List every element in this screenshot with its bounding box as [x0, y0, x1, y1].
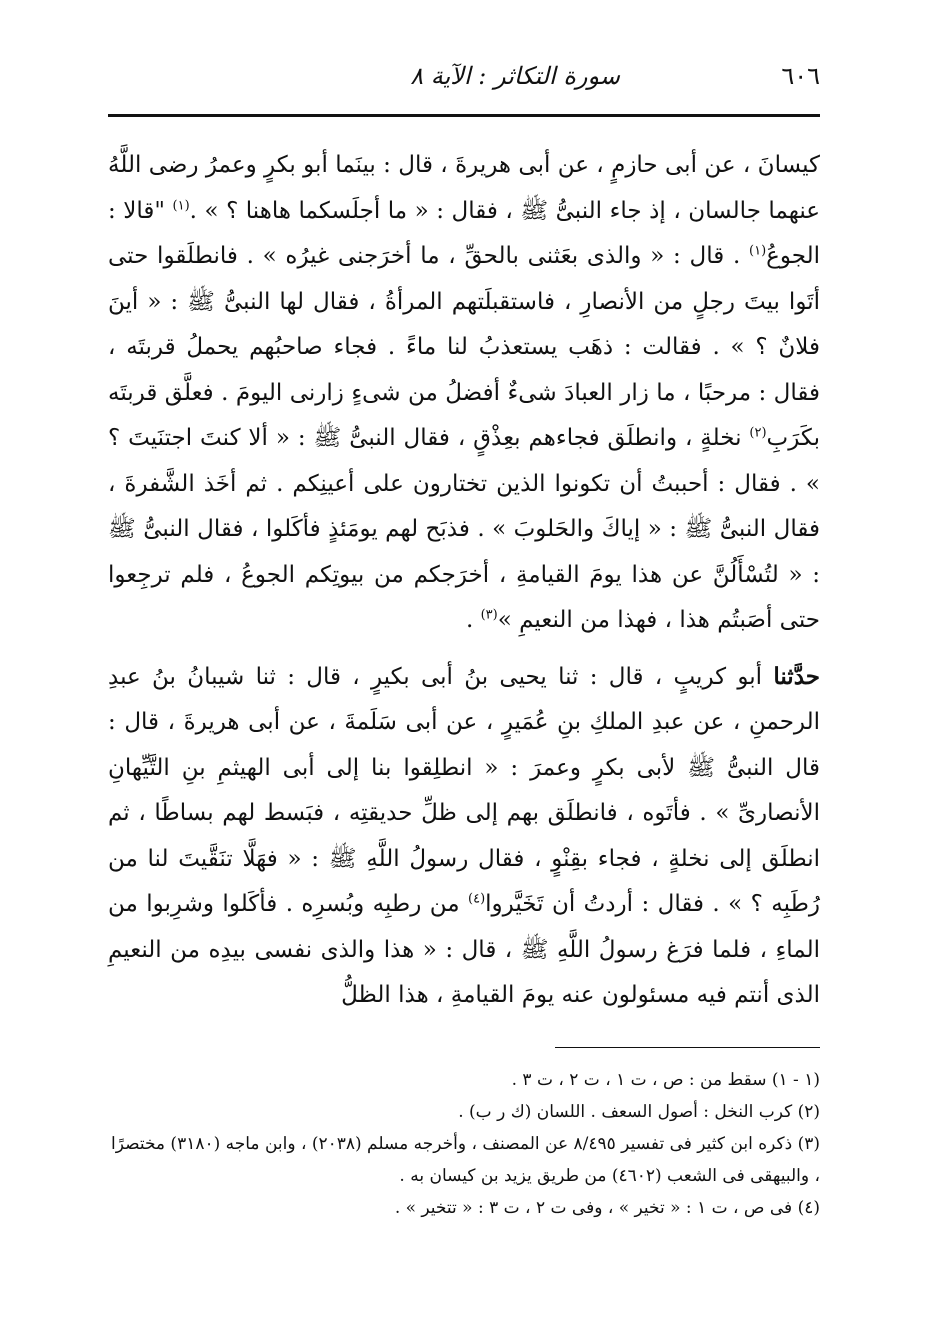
footnote-marker: (٢)	[749, 425, 767, 441]
header-rule	[108, 114, 820, 117]
text-run: "قالا : الجوعُ	[108, 197, 820, 269]
footnote-marker: (٤)	[468, 891, 486, 907]
text-run: . قال : « والذى بعَثنى بالحقِّ ، ما أخرَجنى غيرُه » . فانطلَقوا حتى أتَوا بيتَ رجلٍ من الأنصارِ ، فاستقبلَتهم المرأةُ ، فقال لها النبىُّ ﷺ : « أينَ فلانٌ ؟ » . فقالت : ذهَب يستعذبُ لنا ماءً . فجاء صاحبُهم يحملُ قربتَه ، فقال : مرحبًا ، ما زار العبادَ شىءٌ أفضلُ من شىءٍ زارنى اليومَ . فعلَّق قربتَه بكَرَبِ	[108, 243, 820, 451]
text-run: .	[465, 607, 481, 633]
footnote: (٢) كرب النخل : أصول السعف . اللسان (ك ر ب) .	[458, 1101, 820, 1122]
page-number: ٦٠٦	[781, 62, 820, 90]
hadith-opener: حدَّثنا	[773, 662, 820, 690]
text-run: كيسانَ ، عن أبى حازمٍ ، عن أبى هريرةَ ، قال : بينَما أبو بكرٍ وعمرُ رضى اللَّهُ عنهما جالسان ، إذ جاء النبىُّ ﷺ ، فقال : « ما أجلَسكما هاهنا ؟ » .	[108, 152, 820, 224]
footnote-marker: (١)	[172, 197, 190, 213]
page-header	[108, 58, 820, 100]
footnote: (٣) ذكره ابن كثير فى تفسير ٨/٤٩٥ عن المصنف ، وأخرجه مسلم (٢٠٣٨) ، وابن ماجه (٣١٨٠) مختصرًا ، والبيهقى فى الشعب (٤٦٠٢) من طريق يزيد بن كيسان به .	[110, 1133, 820, 1186]
paragraph-2	[108, 654, 820, 1019]
footnote-marker: (١)	[749, 243, 767, 259]
footnote-marker: (٣)	[480, 607, 498, 623]
footnote: (٤) فى ص ، ت ١ : « تخير » ، وفى ت ٢ ، ت ٣ : « تتخير » .	[394, 1197, 820, 1218]
paragraph-1	[108, 143, 820, 644]
footnotes	[108, 1064, 820, 1224]
running-title: سورة التكاثر : الآية ٨	[410, 62, 620, 90]
text-run: من رطبِه وبُسرِه . فأكَلوا وشرِبوا من الماءِ ، فلما فرَغ رسولُ اللَّهِ ﷺ ، قال : « هذا والذى نفسى بيدِه من النعيمِ الذى أنتم فيه مسئولون عنه يومَ القيامةِ ، هذا الظلُّ	[108, 891, 820, 1008]
main-text	[108, 143, 820, 1019]
book-page	[108, 58, 820, 1224]
footnote-rule	[555, 1047, 820, 1048]
text-run: أبو كريبٍ ، قال : ثنا يحيى بنُ أبى بكيرٍ ، قال : ثنا شيبانُ بنُ عبدِ الرحمنِ ، عن عبدِ الملكِ بنِ عُمَيرٍ ، عن أبى سَلَمةَ ، عن أبى هريرةَ ، قال : قال النبىُّ ﷺ لأبى بكرٍ وعمرَ : « انطلِقوا بنا إلى أبى الهيثمِ بنِ التَّيِّهانِ الأنصارىِّ » . فأتَوه ، فانطلَق بهم إلى ظلِّ حديقتِه ، فبَسط لهم بساطًا ، ثم انطلَق إلى نخلةٍ ، فجاء بقِنْوٍ ، فقال رسولُ اللَّهِ ﷺ : « فهَلَّا تنَقَّيتَ لنا من رُطَبِه ؟ » . فقال : أردتُ أن تَخَيَّروا	[108, 663, 820, 917]
footnote: (١ - ١) سقط من : ص ، ت ١ ، ت ٢ ، ت ٣ .	[511, 1069, 820, 1090]
text-run: نخلةٍ ، وانطلَق فجاءهم بعِذْقٍ ، فقال النبىُّ ﷺ : « ألا كنتَ اجتنَيتَ ؟ » . فقال : أحببتُ أن تكونوا الذين تختارون على أعينِكم . ثم أخَذ الشَّفرةَ ، فقال النبىُّ ﷺ : « إياكَ والحَلوبَ » . فذبَح لهم يومَئذٍ فأكَلوا ، فقال النبىُّ ﷺ : « لتُسْأَلُنَّ عن هذا يومَ القيامةِ ، أخرَجكم من بيوتِكم الجوعُ ، فلم ترجِعوا حتى أصَبتُم هذا ، فهذا من النعيمِ »	[108, 425, 820, 633]
